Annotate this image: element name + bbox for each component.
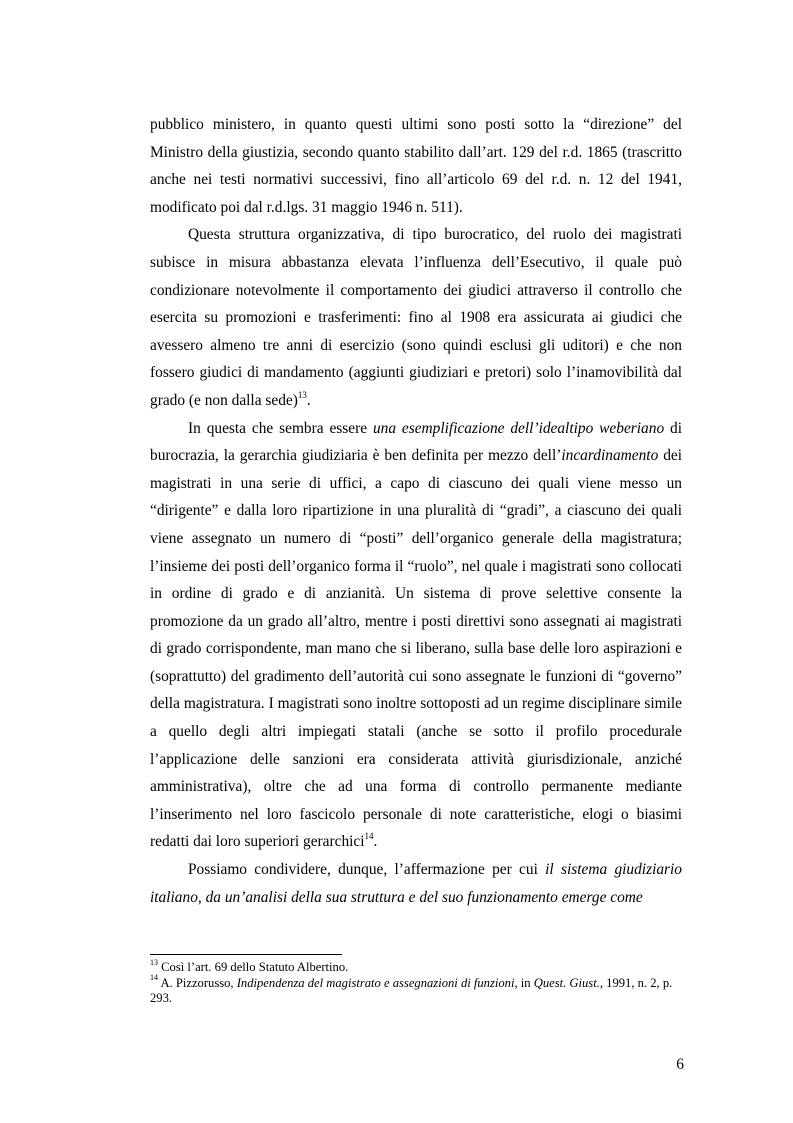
text-run: . [306,391,311,409]
paragraph [150,856,682,911]
paragraph [150,111,682,221]
body-text [150,111,682,911]
paragraph [150,221,682,414]
page-number: 6 [676,1056,684,1073]
text-run: Questa struttura organizzativa, di tipo burocratico, del ruolo dei magistrati subisce in misura abbastanza elevata l’influenza dell’Esecutivo, il quale può condizionare notevolmente il comportamento dei giudici attraverso il controllo che esercita su promozioni e trasferimenti: fino al 1908 era assicurata ai giudici che avessero almeno tre anni di esercizio (sono quindi esclusi gli uditori) e che non fossero giudici di mandamento (aggiunti giudiziari e pretori) solo l’inamovibilità dal grado (e non dalla sede) [150,226,682,409]
footnote-marker: 13 [297,389,307,400]
text-run: A. Pizzorusso, [158,975,237,990]
text-run: In questa che sembra essere [188,419,373,437]
italic-text: il sistema giudiziario italiano, da un’analisi della sua struttura e del suo funzionamento emerge come [150,861,682,906]
text-run: Possiamo condividere, dunque, l’affermazione per cui [188,861,546,879]
text-run: , 1991, n. 2, p. 293. [150,975,673,1006]
text-run: . [373,833,378,851]
italic-text: incardinamento [561,447,659,465]
footnote [150,973,682,1007]
text-run: , in [514,975,534,990]
footnote-marker: 14 [150,973,158,983]
text-run: Così l’art. 69 dello Statuto Albertino. [158,960,349,974]
footnote-marker: 13 [150,957,158,967]
italic-text: una esemplificazione dell’idealtipo weberiano [372,419,665,437]
text-run: dei magistrati in una serie di uffici, a capo di ciascuno dei quali viene messo un “dirigente” e dalla loro ripartizione in una pluralità di “gradi”, a ciascuno dei quali viene assegnato un numero di “posti” dell’organico generale della magistratura; l’insieme dei posti dell’organico forma il “ruolo”, nel quale i magistrati sono collocati in ordine di grado e di anzianità. Un sistema di prove selettive consente la promozione da un grado all’altro, mentre i posti direttivi sono assegnati ai magistrati di grado corrispondente, man mano che si liberano, sulla base delle loro aspirazioni e (soprattutto) del gradimento dell’autorità cui sono assegnate le funzioni di “governo” della magistratura. I magistrati sono inoltre sottoposti ad un regime disciplinare simile a quello degli altri impiegati statali (anche se sotto il profilo procedurale l’applicazione delle sanzioni era considerata attività giurisdizionale, anziché amministrativa), oltre che ad una forma di controllo permanente mediante l’inserimento nel loro fascicolo personale di note caratteristiche, elogi o biasimi redatti dai loro superiori gerarchici [150,447,682,851]
text-run: di burocrazia, la gerarchia giudiziaria è ben definita per mezzo dell’ [150,419,682,465]
text-run: pubblico ministero, in quanto questi ultimi sono posti sotto la “direzione” del Ministro della giustizia, secondo quanto stabilito dall’art. 129 del r.d. 1865 (trascritto anche nei testi normativi successivi, fino all’articolo 69 del r.d. n. 12 del 1941, modificato poi dal r.d.lgs. 31 maggio 1946 n. 511). [150,116,682,216]
footnote-marker: 14 [364,831,374,842]
italic-text: Indipendenza del magistrato e assegnazioni di funzioni [236,975,515,990]
italic-text: Quest. Giust. [533,975,600,990]
footnote [150,957,682,976]
footnote-divider [150,954,342,955]
footnotes [150,957,682,1007]
paragraph [150,415,682,857]
